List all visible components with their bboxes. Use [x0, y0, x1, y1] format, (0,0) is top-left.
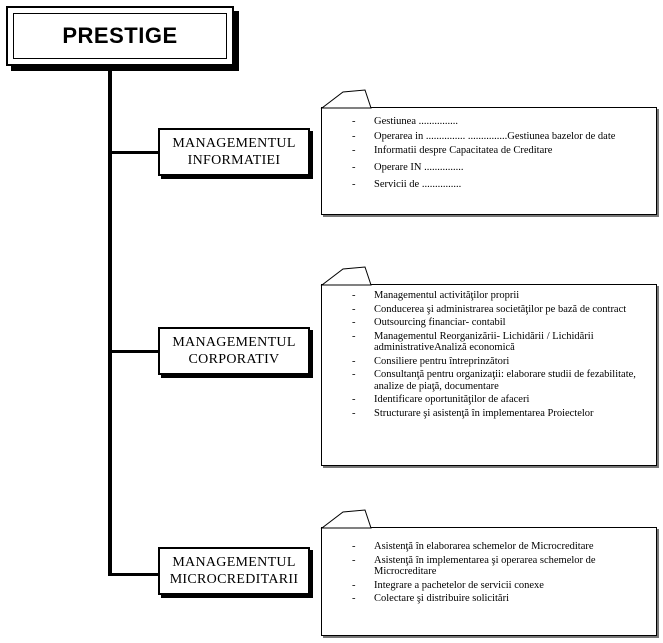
list-item: - Consultanţă pentru organizaţii: elaborare studii de fezabilitate, analize de piaţă, documentare: [322, 369, 656, 392]
list-item: - Structurare şi asistenţă în implementarea Proiectelor: [322, 408, 656, 420]
branch-connector-microcreditarii: [110, 573, 160, 576]
list-item: - Gestiunea ...............: [322, 116, 656, 128]
root-node: [6, 6, 234, 66]
list-item: - Managementul Reorganizării- Lichidării / Lichidării administrativeAnaliză economică: [322, 331, 656, 354]
note-corporativ: [321, 284, 657, 466]
note-informatiei: [321, 107, 657, 215]
category-label-line2: CORPORATIV: [188, 352, 280, 367]
category-label-line1: MANAGEMENTUL: [172, 555, 296, 570]
list-item: - Asistenţă în implementarea şi operarea schemelor de Microcreditare: [322, 555, 656, 578]
list-item: - Identificare oportunităţilor de afaceri: [322, 394, 656, 406]
note-fold-icon: [321, 510, 371, 530]
list-item: - Consiliere pentru întreprinzători: [322, 356, 656, 368]
category-box-microcreditarii: [158, 547, 310, 595]
branch-connector-informatiei: [110, 151, 160, 154]
list-item: - Operarea in ............... ...............Gestiunea bazelor de date: [322, 131, 656, 143]
note-fold-icon: [321, 90, 371, 110]
note-list: [322, 116, 656, 191]
list-item: - Servicii de ...............: [322, 179, 656, 191]
category-label-line2: MICROCREDITARII: [169, 572, 299, 587]
list-item: - Operare IN ...............: [322, 162, 656, 174]
note-microcreditarii: [321, 527, 657, 636]
branch-connector-corporativ: [110, 350, 160, 353]
note-list: [322, 290, 656, 419]
category-label-line1: MANAGEMENTUL: [172, 335, 296, 350]
category-box-informatiei: [158, 128, 310, 176]
trunk-connector: [108, 71, 112, 576]
list-item: - Managementul activităţilor proprii: [322, 290, 656, 302]
note-list: [322, 541, 656, 605]
category-label-line2: INFORMATIEI: [187, 153, 281, 168]
list-item: - Informatii despre Capacitatea de Creditare: [322, 145, 656, 157]
category-label-line1: MANAGEMENTUL: [172, 136, 296, 151]
list-item: - Outsourcing financiar- contabil: [322, 317, 656, 329]
list-item: - Colectare şi distribuire solicitări: [322, 593, 656, 605]
list-item: - Conducerea şi administrarea societăţilor pe bază de contract: [322, 304, 656, 316]
category-box-corporativ: [158, 327, 310, 375]
list-item: - Integrare a pachetelor de servicii conexe: [322, 580, 656, 592]
root-title: PRESTIGE: [62, 23, 178, 48]
note-fold-icon: [321, 267, 371, 287]
list-item: - Asistenţă în elaborarea schemelor de Microcreditare: [322, 541, 656, 553]
